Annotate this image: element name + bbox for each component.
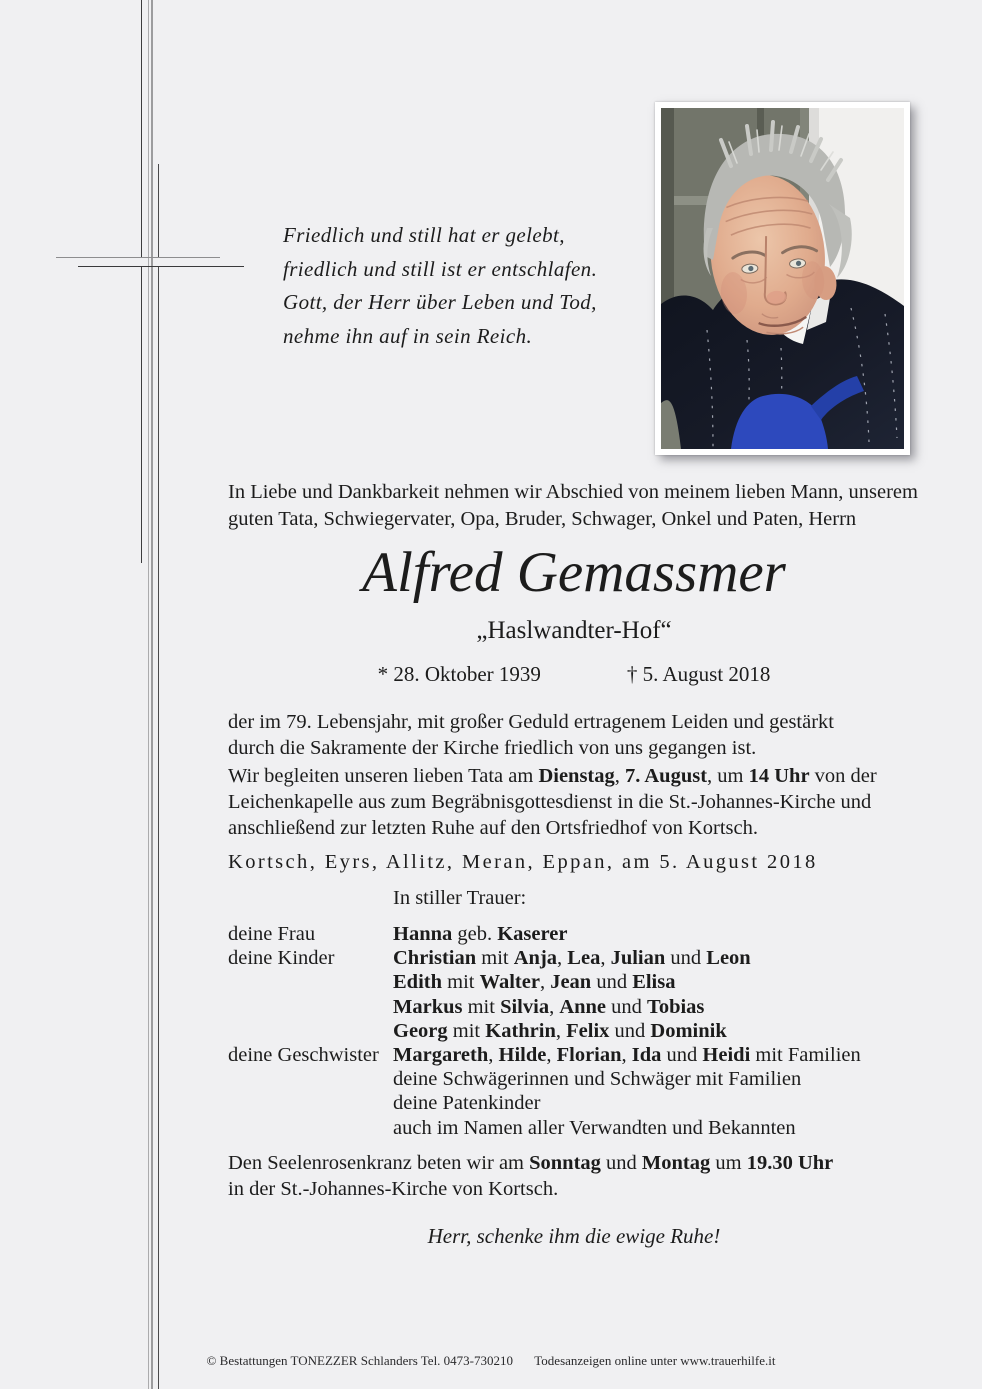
birth-date: * 28. Oktober 1939	[377, 662, 541, 686]
announcement-text	[228, 479, 920, 533]
closing-prayer: Herr, schenke ihm die ewige Ruhe!	[427, 1224, 721, 1248]
place-date-line: Kortsch, Eyrs, Allitz, Meran, Eppan, am 5. August 2018	[228, 851, 818, 873]
mourner-names: deine Schwägerinnen und Schwäger mit Familien	[393, 1068, 802, 1091]
mourner-names: Christian mit Anja, Lea, Julian und Leon	[393, 947, 751, 970]
mourner-row	[228, 1067, 920, 1091]
cross-horizontal-line-upper	[56, 257, 220, 258]
mourner-names: deine Patenkinder	[393, 1092, 541, 1115]
portrait-photo	[655, 102, 910, 455]
mourner-names: Margareth, Hilde, Florian, Ida und Heidi mit Familien	[393, 1044, 861, 1067]
rosary-info	[228, 1150, 920, 1202]
farm-name: „Haslwandter-Hof“	[476, 617, 672, 644]
cross-vertical-line-left-lower	[141, 266, 142, 563]
cross-horizontal-line-lower	[78, 266, 244, 267]
death-date: † 5. August 2018	[626, 662, 771, 686]
mourner-label: deine Geschwister	[228, 1044, 379, 1067]
mourner-row	[228, 1116, 920, 1140]
mourner-names: auch im Namen aller Verwandten und Bekannten	[393, 1116, 796, 1139]
cross-vertical-line-left-upper	[141, 0, 142, 257]
rosary-line: in der St.-Johannes-Kirche von Kortsch.	[228, 1178, 559, 1200]
footer-online-notice: Todesanzeigen online unter www.trauerhilfe.it	[534, 1353, 776, 1368]
mourner-names: Edith mit Walter, Jean und Elisa	[393, 971, 676, 994]
condolence-text	[228, 709, 920, 761]
deceased-name: Alfred Gemassmer	[362, 541, 786, 604]
mourner-row	[228, 946, 920, 970]
announcement-line: In Liebe und Dankbarkeit nehmen wir Abschied von meinem lieben Mann, unserem	[228, 481, 918, 503]
cross-vertical-line-center	[151, 0, 153, 1389]
cross-vertical-line-right-lower	[158, 266, 159, 1389]
rosary-line: Den Seelenrosenkranz beten wir am Sonntag und Montag um 19.30 Uhr	[228, 1152, 834, 1174]
mourners-list	[228, 922, 920, 1140]
mourner-label: deine Frau	[228, 923, 316, 945]
life-dates	[228, 662, 920, 687]
mourner-row	[228, 1091, 920, 1115]
mourner-label	[228, 1116, 393, 1140]
mourner-label	[228, 970, 393, 994]
mourning-heading: In stiller Trauer:	[393, 887, 527, 909]
mourner-label	[228, 1019, 393, 1043]
cross-vertical-line-right-upper	[158, 164, 159, 257]
mourner-row	[228, 970, 920, 994]
mourner-row	[228, 995, 920, 1019]
mourner-row	[228, 1043, 920, 1067]
funeral-line: Wir begleiten unseren lieben Tata am Dienstag, 7. August, um 14 Uhr von der	[228, 765, 877, 787]
mourner-names: Markus mit Silvia, Anne und Tobias	[393, 995, 705, 1018]
opening-verse	[283, 219, 597, 353]
funeral-info	[228, 763, 920, 841]
mourner-label	[228, 1091, 393, 1115]
portrait-illustration	[661, 108, 904, 449]
mourner-label	[228, 995, 393, 1019]
funeral-line: anschließend zur letzten Ruhe auf den Ortsfriedhof von Kortsch.	[228, 817, 758, 839]
mourner-row	[228, 922, 920, 946]
condolence-line: der im 79. Lebensjahr, mit großer Geduld ertragenem Leiden und gestärkt	[228, 711, 835, 733]
verse-line: Friedlich und still hat er gelebt,	[283, 223, 565, 247]
cross-vertical-line-center-light	[148, 0, 149, 1389]
verse-line: Gott, der Herr über Leben und Tod,	[283, 290, 597, 314]
mourner-names: Hanna geb. Kaserer	[393, 923, 568, 945]
mourner-label	[228, 1067, 393, 1091]
mourner-row	[228, 1019, 920, 1043]
mourner-names: Georg mit Kathrin, Felix und Dominik	[393, 1019, 727, 1042]
footer-publisher: © Bestattungen TONEZZER Schlanders Tel. 0473-730210	[206, 1353, 514, 1368]
mourner-label: deine Kinder	[228, 947, 335, 970]
condolence-line: durch die Sakramente der Kirche friedlich von uns gegangen ist.	[228, 737, 757, 759]
funeral-line: Leichenkapelle aus zum Begräbnisgottesdienst in die St.-Johannes-Kirche und	[228, 791, 872, 813]
verse-line: nehme ihn auf in sein Reich.	[283, 323, 533, 348]
verse-line: friedlich und still ist er entschlafen.	[283, 256, 598, 281]
footer	[0, 1353, 982, 1369]
announcement-line: guten Tata, Schwiegervater, Opa, Bruder, Schwager, Onkel und Paten, Herrn	[228, 508, 857, 530]
